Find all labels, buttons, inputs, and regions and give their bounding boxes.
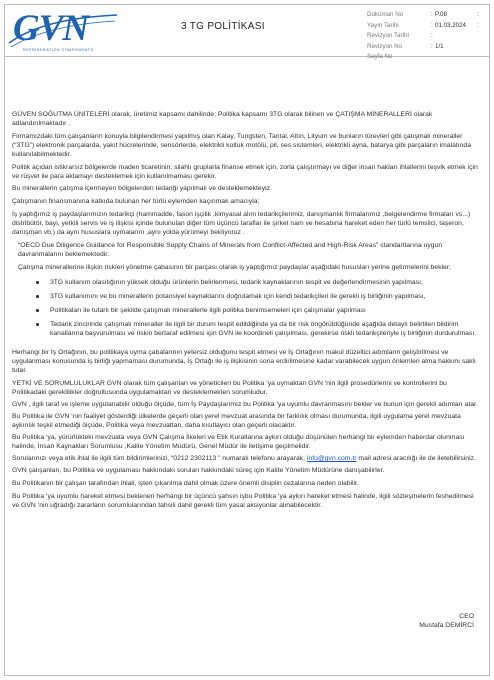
paragraph: Çatışma minerallerine ilişkin riskleri yönetme çabasının bir parçası olarak iş yaptığımız paydaşlar aşağıdaki hususları yerine getirmelerini bekler;	[18, 264, 451, 271]
meta-row	[367, 22, 489, 33]
contact-text: mail adresi aracılığı ile de iletebilirsiniz.	[356, 455, 476, 462]
paragraph: Bu Politikanın bir çalışan tarafından ihlali, işten çıkarılma dahil olmak üzere önemli disiplin cezalarına neden olabilir.	[12, 480, 359, 487]
paragraph: Firmamızdaki tüm çalışanların konuyla bilgilendirmesi yapılmış olan Kalay, Tungsten, Tantal, Altın, Lityum ve bunların türevleri gibi çatışmalı mineraller (“3TG”) elektronik parçalarda, yakıt hücrelerinde, sensörlerde, elektrikli koltuk motölü, pil, ses sistemleri, elektrikli ayna, batarya gibi parçaların imalatında kullanılabilmektedir.	[12, 133, 471, 158]
meta-colon: :	[477, 11, 479, 18]
paragraph: YETKİ VE SORUMLULUKLAR GVN olarak tüm çalışanları ve yöneticileri bu Politika ‘ya uymaktan GVN ‘nin ilgili prosedürlerini ve kontrollerini bu Politikadaki gereklilikler doğrultusunda uygulamaktan ve desteklemekten sorumludur.	[12, 380, 447, 396]
meta-row	[367, 32, 489, 43]
list-item	[12, 292, 478, 301]
bullet-icon	[36, 323, 39, 326]
document-meta-table	[367, 11, 489, 64]
meta-colon: :	[477, 21, 479, 29]
meta-row	[367, 43, 489, 54]
list-item-text: 3TG kullanım olasılığının yüksek olduğu ürünlerin belirlenmesi, tedarik kaynaklarının tespit ve değerlendirmesinin yapılması,	[50, 279, 423, 286]
list-item	[12, 278, 478, 287]
meta-colon: :	[431, 11, 433, 18]
contact-paragraph	[12, 454, 478, 463]
meta-value: 01.03.2024	[435, 21, 466, 29]
list-item-text: 3TG kullanımını ve bu minerallerin potansiyel kaynaklarını doğrulamak için kendi tedarikçileri ile gerekli iş birliğinin yapılması,	[50, 293, 426, 300]
logo-subtitle: REFRIGERATION COMPONENTS	[23, 48, 94, 52]
signature-block	[419, 612, 474, 630]
paragraph: Bu Politika ile GVN ‘nin faaliyet gösterdiği ülkelerde geçerli olan yerel mevzuat arasında bir farklılık olması durumunda, ilgili uygulama yerel mevzuata aykırılık teşkil etmediği ölçüde, Politika veya mevzuattan, daha kısıtlayıcı olan geçerli olacaktır.	[12, 413, 461, 429]
paragraph: Bu minerallerin çatışma içermeyen bölgelerden tedariği yapılmalı ve desteklemekteyiz.	[12, 185, 272, 192]
meta-colon: :	[431, 21, 433, 29]
list-item-text: Politikaları ile tutarlı bir şekilde çatışmalı minerallerle ilgili politika benimsemeleri için çalışmalar yapılması	[50, 307, 366, 314]
meta-value: 1/1	[435, 42, 444, 50]
list-item	[12, 306, 478, 315]
email-link[interactable]: info@gvn.com.tr	[306, 455, 357, 462]
meta-label: Doküman No	[367, 11, 404, 18]
policy-body	[12, 110, 478, 513]
bullet-icon	[36, 281, 39, 284]
meta-colon: :	[431, 42, 433, 50]
paragraph: Çatışmanın finansmanına katkıda bulunan her türlü eylemden kaçınmak amacıyla;	[12, 198, 260, 205]
list-item	[12, 320, 478, 338]
paragraph: Herhangi bir İş Ortağının, bu politikaya uyma çabalarının yetersiz olduğunu tespit etmesi ve İş Ortağının makul düzeltici adımların geliştirilmesi ve uygulanması konusunda iş birliği yapmaması durumunda, İş Ortağı ile iş ilişkisinin sona erdirilmesine kadar varabilecek uygun önlemleri alma hakkını saklı tutar.	[12, 349, 476, 374]
meta-label: Yayın Tarihi	[367, 21, 399, 29]
meta-colon: :	[431, 32, 433, 39]
meta-label: Sayfa No	[367, 53, 393, 60]
bullet-icon	[36, 309, 39, 312]
signatory-name: Mustafa DEMİRCİ	[419, 622, 474, 629]
paragraph: “OECD Due Diligence Guidance for Responsible Supply Chains of Minerals from Conflict-Affected and High-Risk Areas” standartlarına uygun davranmalarını beklemektedir.	[18, 242, 443, 258]
paragraph: GVN , ilgili taraf ve işleme uygulanabilir olduğu ölçüde, tüm İş Paydaşlarımız bu Politika ‘ya uyumlu davranmasını bekler ve bunun için gerekli adımları atar.	[12, 401, 478, 408]
document-header	[5, 5, 489, 60]
paragraph: İş yaptığımız iş paydaşlarımızın tedarikçi (hammadde, fason işçilik ,kimyasal alım tedarikçilerimiz, danışmanlık firmalarımız ,belgelendirme firmaları vs...) distribütör, bayi, yetkili servis ve iş ilişkisi içinde bulunulan diğer tüm üçüncü taraflar ile şirket nam ve hesabına hareket eden her türlü temsilci, taşeron, danışman vb.) da aynı hususlara uymalarını ,aynı yolda yürümeyi bekliyoruz .	[12, 211, 471, 236]
requirements-list	[12, 278, 478, 338]
paragraph: Bu Politika ‘ya uyumlu hareket etmesi beklenen herhangi bir üçüncü şahsın işbu Politika ‘ya aykırı hareket etmesi halinde, ilgili sözleşmelerin feshedilmesi ve GVN ‘nin uğradığı zararların sorumlularından tahsili dahil gerekli tüm yasal aksiyonlar alınabilecektir.	[12, 493, 474, 509]
bullet-icon	[36, 295, 39, 298]
paragraph: Bu Politika ‘ya, yürürlükteki mevzuata veya GVN Çalışma İlkeleri ve Etik Kurallarına aykırı olduğu düşünülen herhangi bir eylemden haberdar olunması halinde, İnsan Kaynakları Sorumlusu ,Kalite Yönetim Müdürü, Genel Müdür ile iletişime geçilmelidir.	[12, 434, 465, 450]
list-item-text: Tedarik zincirinde çatışmalı mineraller ile ilgili bir durum tespit edildiğinde ya da bir risk öngörüldüğünde aşağıda detaylı belirtilen bildirim kanallarına başvurulması ve riskin bertaraf edilmesi için GVN ile koordineli çalışılması, gerekirse riskli tedarikçileriyle iş birliğinin durdurulması.	[50, 321, 477, 337]
page-title: 3 TG POLİTİKASI	[181, 21, 265, 32]
signatory-role: CEO	[459, 613, 474, 620]
meta-label: Revizyon Tarihi	[367, 32, 409, 39]
paragraph: GÜVEN SOĞUTMA ÜNİTELERİ olarak, üretimiz kapsamı dahilinde; Politika kapsamı 3TG olarak bilinen ve ÇATIŞMA MİNERALLERİ olarak adlandırılmaktadır .	[12, 111, 433, 127]
meta-row	[367, 53, 489, 64]
company-logo	[7, 7, 119, 55]
paragraph: Politik açıdan istikrarsız bölgelerde maden ticaretinin; silahlı gruplarla finanse etmek için, zorla çalıştırmayı ve diğer insan hakları ihlallerini teşvik etmek için ve rüşvet ile para aklamayı desteklemek için kullanılmaması gerekir.	[12, 164, 478, 180]
meta-label: Revizyon No	[367, 42, 403, 50]
paragraph: GVN çalışanları, bu Politika ve uygulaması hakkındaki soruları hakkındaki süreç için Kalite Yönetim Müdürüne danışabilirler.	[12, 467, 385, 474]
contact-text: Sorularınızı veya etik ihlal ile ilgili tüm bildirimlerinizi, “0212 2302113 ” numaralı telefonu arayarak,	[12, 455, 307, 462]
meta-value: P.08	[435, 11, 447, 18]
meta-row	[367, 11, 489, 22]
logo-text: GVN	[13, 8, 89, 49]
